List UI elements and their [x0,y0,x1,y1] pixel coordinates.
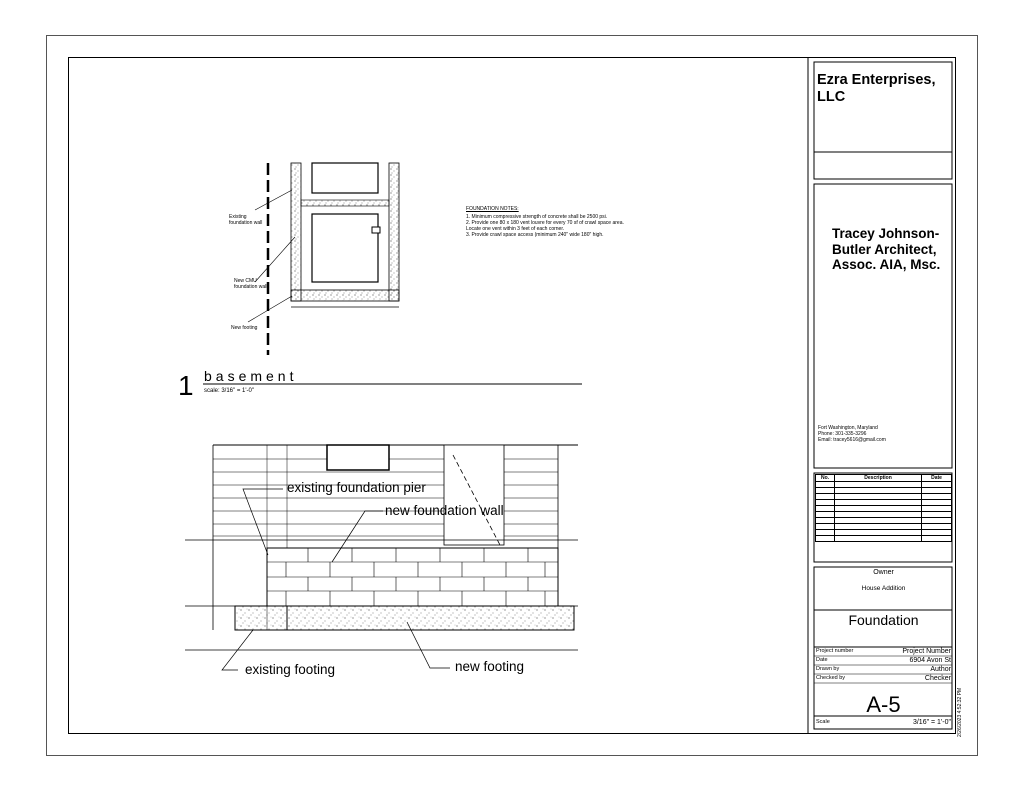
note-line: 2. Provide one 80 x 180 vent louvre for every 70 sf of crawl space area. [466,220,624,226]
label-existing-footing: existing footing [245,662,336,677]
rev-col-date: Date [922,475,952,482]
rev-col-description: Description [835,475,922,482]
contact-location: Fort Washington, Maryland [818,425,878,431]
note-line: 1. Minimum compressive strength of concrete shall be 2500 psi. [466,214,608,220]
info-value: Project Number [902,648,951,655]
info-value: Author [930,666,951,673]
view-number: 1 [178,370,194,401]
view-title: basement [204,368,298,384]
label-existing-pier: existing foundation pier [287,480,426,495]
project-name: House Addition [861,585,906,592]
view-scale: scale: 3/16" = 1'-0" [204,388,254,394]
label-line: Existing [229,214,247,220]
info-label: Date [816,657,828,663]
label-new-footing-plan: New footing [231,325,258,331]
contact-phone: Phone: 301-335-3296 [818,431,867,437]
label-line: foundation wall [234,284,268,290]
info-value: 6904 Avon St [909,657,951,664]
label-new-footing: new footing [455,659,525,674]
label-line: New CMU [234,278,257,284]
scale-value: 3/16" = 1'-0" [912,719,951,726]
info-label: Checked by [816,675,846,681]
notes-heading: FOUNDATION NOTES: [466,206,519,212]
contact-email: Email: tracey5616@gmail.com [818,437,886,443]
info-label: Drawn by [816,666,840,672]
note-line: Locate one vent within 3 feet of each corner. [466,226,565,232]
rev-col-no: No. [816,475,835,482]
label-line: foundation wall [229,220,263,226]
note-line: 3. Provide crawl space access (minimum 240" wide 180" high. [466,232,604,238]
label-new-wall: new foundation wall [385,503,504,518]
scale-label: Scale [816,719,830,725]
owner-label: Owner [873,569,894,576]
sheet-number: A-5 [866,692,901,717]
company-name: Ezra Enterprises, LLC [817,72,936,105]
print-timestamp: 2/26/2023 4:52:32 PM [957,687,963,737]
architect-name: Tracey Johnson-Butler Architect, Assoc. AIA, Msc. [832,226,941,272]
info-label: Project number [816,648,854,654]
sheet-title: Foundation [848,612,919,628]
info-value: Checker [924,675,951,682]
